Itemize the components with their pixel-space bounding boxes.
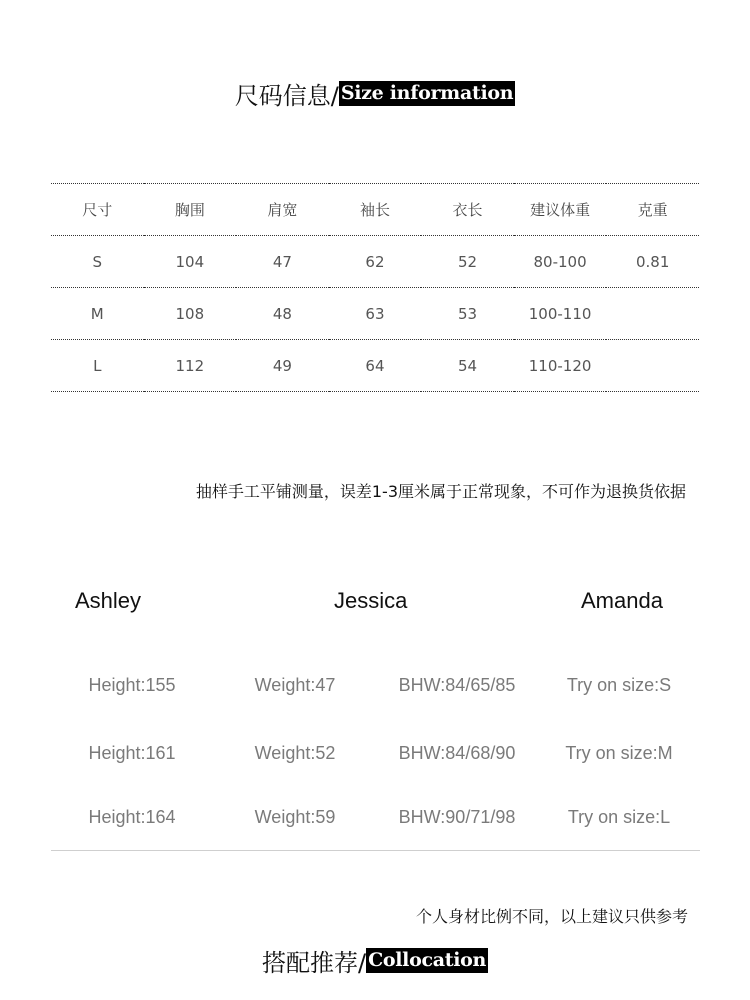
header-fabric-weight: 克重 [637,201,668,219]
cell-sleeve: 64 [365,356,385,375]
header-recommended-weight: 建议体重 [530,201,591,219]
cell-shoulder: 47 [272,252,292,271]
cell-size: S [92,252,103,271]
header-length: 衣长 [452,201,483,219]
header-size: 尺寸 [82,201,113,219]
model-try-on-size: Try on size:L [567,807,671,827]
size-table-header-row [51,184,699,236]
model-height: Height:164 [88,807,176,827]
model-bhw: BHW:84/65/85 [398,675,516,695]
size-information-heading [0,76,750,111]
model-bhw: BHW:84/68/90 [398,743,516,763]
model-weight: Weight:52 [254,743,336,763]
size-heading-cn: 尺码信息/ [234,82,339,110]
cell-sleeve: 62 [365,252,385,271]
cell-chest: 108 [175,304,205,323]
model-try-on-size: Try on size:S [566,675,672,695]
model-try-on-size: Try on size:M [565,743,673,763]
cell-recommended-weight: 80-100 [533,252,587,271]
cell-length: 53 [457,304,478,323]
table-row [51,288,699,340]
cell-shoulder: 49 [272,356,292,375]
header-chest: 胸围 [174,201,205,219]
model-stats-row [0,675,750,705]
model-stats-row [0,743,750,773]
model-bhw: BHW:90/71/98 [398,807,516,827]
cell-chest: 112 [175,356,205,375]
measurement-note: 抽样手工平铺测量，误差1-3厘米属于正常现象，不可作为退换货依据 [195,482,686,501]
cell-size: L [93,356,102,375]
model-name-jessica: Jessica [334,588,408,613]
cell-length: 52 [457,252,478,271]
cell-sleeve: 63 [365,304,385,323]
cell-fabric-weight [606,340,699,392]
header-sleeve: 袖长 [359,201,390,219]
cell-size: M [90,304,104,323]
model-height: Height:161 [88,743,176,763]
model-height: Height:155 [88,675,176,695]
table-row [51,236,699,288]
size-table [51,183,699,392]
cell-length: 54 [457,356,478,375]
table-row [51,340,699,392]
cell-fabric-weight [606,288,699,340]
model-name-ashley: Ashley [75,588,142,613]
collocation-heading [0,943,750,978]
collocation-heading-cn: 搭配推荐/ [261,949,367,977]
collocation-heading-en: Collocation [368,949,487,971]
model-weight: Weight:47 [254,675,336,695]
model-stats-row [0,807,750,837]
cell-recommended-weight: 110-120 [528,356,592,375]
model-name-amanda: Amanda [581,588,663,613]
cell-recommended-weight: 100-110 [528,304,592,323]
cell-fabric-weight: 0.81 [635,252,670,271]
size-heading-en: Size information [340,82,514,104]
cell-chest: 104 [175,252,205,271]
cell-shoulder: 48 [272,304,292,323]
header-shoulder: 肩宽 [267,201,298,219]
section-divider [51,850,700,851]
body-proportion-note: 个人身材比例不同，以上建议只供参考 [415,907,688,926]
model-weight: Weight:59 [254,807,336,827]
